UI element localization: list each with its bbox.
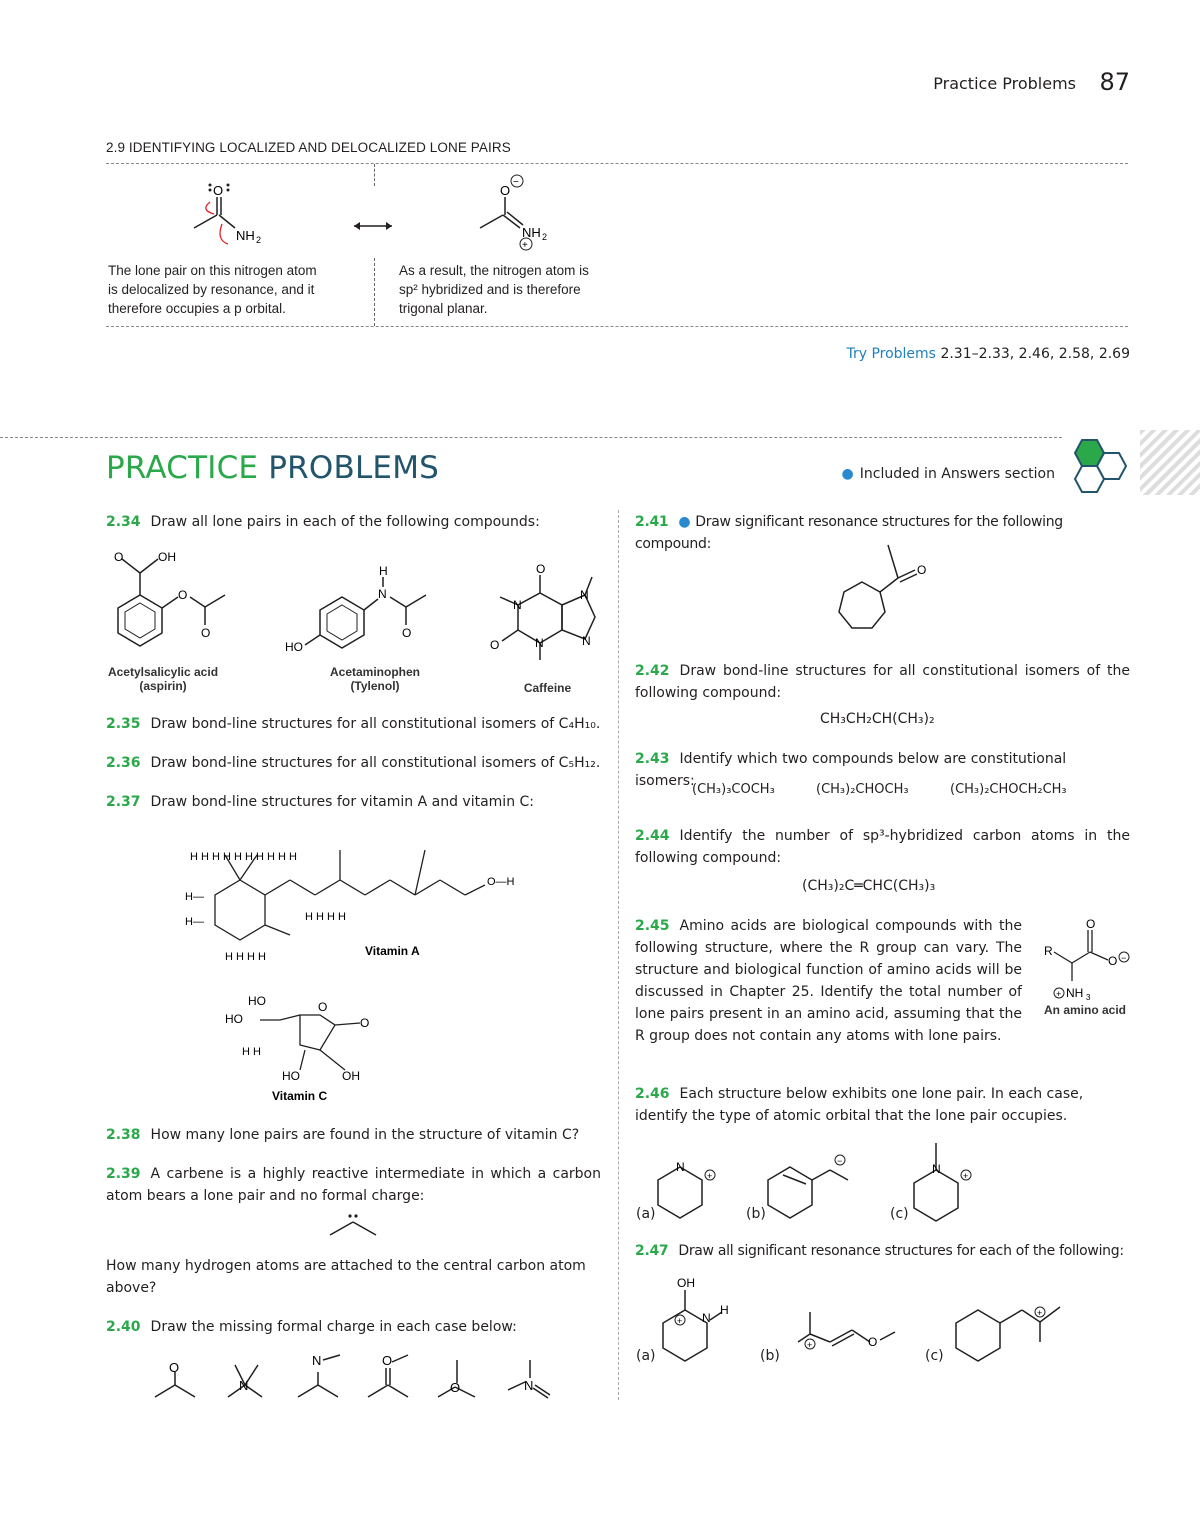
svg-text:H H: H H: [242, 1046, 261, 1058]
part-label: (b): [746, 1206, 766, 1222]
included-text: Included in Answers section: [859, 466, 1055, 482]
svg-text:O: O: [500, 183, 511, 198]
problem-2-40: [106, 1316, 601, 1338]
section-title: 2.9 IDENTIFYING LOCALIZED AND DELOCALIZED LONE PAIRS: [106, 140, 511, 155]
compound-label: Acetaminophen: [329, 665, 420, 679]
svg-text:+: +: [677, 1316, 683, 1326]
problem-text: Draw bond-line structures for all constitutional isomers of C₅H₁₂.: [150, 755, 601, 771]
svg-text:O: O: [917, 563, 927, 577]
problem-number: 2.47: [635, 1243, 669, 1259]
amino-acid-label: An amino acid: [1043, 1003, 1126, 1017]
svg-text:N: N: [702, 1311, 711, 1325]
running-header: Practice Problems: [933, 74, 1076, 93]
bullet-icon: ●: [841, 466, 854, 482]
caption-line: trigonal planar.: [399, 301, 488, 316]
svg-text:N: N: [239, 1378, 249, 1393]
caption-line: The lone pair on this nitrogen atom: [108, 263, 317, 278]
problem-2-47: [635, 1240, 1130, 1262]
svg-text:O—H: O—H: [487, 876, 515, 888]
svg-text:O: O: [114, 550, 124, 564]
try-numbers: 2.31–2.33, 2.46, 2.58, 2.69: [940, 346, 1130, 362]
page-number: 87: [1099, 68, 1130, 96]
problem-text: Draw all lone pairs in each of the following compounds:: [150, 514, 540, 530]
problem-number: 2.36: [106, 755, 141, 771]
svg-text:+: +: [707, 1171, 713, 1181]
svg-text:2: 2: [256, 235, 262, 245]
svg-text:O: O: [1086, 917, 1096, 931]
svg-text:OH: OH: [342, 1069, 360, 1083]
svg-text:H H H H: H H H H: [225, 951, 266, 963]
formal-charge-structures: [140, 1350, 570, 1410]
svg-text:NH: NH: [1066, 986, 1084, 1000]
svg-text:O: O: [402, 626, 412, 640]
problem-number: 2.46: [635, 1086, 670, 1102]
part-label: (c): [890, 1206, 909, 1222]
svg-text:O: O: [213, 183, 224, 198]
try-problems: [846, 346, 1130, 362]
problem-2-37: [106, 791, 601, 813]
svg-text:HO: HO: [248, 994, 266, 1008]
divider: [374, 258, 375, 326]
problem-number: 2.34: [106, 514, 141, 530]
svg-text:R: R: [1044, 944, 1053, 958]
svg-text:O: O: [382, 1353, 393, 1368]
divider: [106, 326, 1128, 327]
vitamin-a-label: Vitamin A: [365, 944, 420, 958]
problem-2-35: [106, 713, 601, 735]
caption-line: therefore occupies a p orbital.: [108, 301, 286, 316]
problem-text: Identify which two compounds below are constitutional isomers:: [635, 751, 1067, 789]
hexagon-logo-icon: [1064, 437, 1134, 502]
structures-2-46: [630, 1135, 990, 1225]
svg-text:H H H H: H H H H: [305, 911, 346, 923]
svg-text:H—: H—: [185, 891, 204, 903]
svg-text:+: +: [963, 1171, 969, 1181]
svg-text:O: O: [868, 1335, 878, 1349]
problem-2-45: [635, 915, 1022, 1047]
compound-label: Caffeine: [523, 681, 572, 695]
divider: [106, 163, 1128, 164]
problem-number: 2.39: [106, 1166, 141, 1182]
bullet-icon: ●: [678, 514, 691, 530]
svg-text:H H H H H H H H H: H H H H H H H H H H: [190, 851, 297, 863]
problem-2-39: [106, 1163, 601, 1207]
vitamin-c-structure: [220, 985, 400, 1105]
problem-2-36: [106, 752, 601, 774]
vitamin-a-structure: [185, 820, 525, 965]
caption-line: sp² hybridized and is therefore: [399, 282, 581, 297]
structures-2-47: [630, 1272, 1070, 1367]
practice-title-part2: PROBLEMS: [268, 450, 440, 486]
svg-text:OH: OH: [158, 550, 176, 564]
problem-2-34: [106, 511, 601, 533]
problem-number: 2.42: [635, 663, 670, 679]
svg-text:OH: OH: [677, 1276, 695, 1290]
part-label: (b): [760, 1348, 780, 1364]
problem-text: Amino acids are biological compounds with the following structure, where the R group can vary. The structure and biological function of amino acids will be discussed in Chapter 25. Identify the total number of lone pairs present in an amino acid, assuming that the R group does not contain any atoms with lone pairs.: [635, 918, 1022, 1044]
structure-2-41: [830, 540, 940, 640]
column-divider: [618, 510, 619, 1400]
problem-text: Draw bond-line structures for vitamin A and vitamin C:: [150, 794, 535, 810]
svg-text:O: O: [536, 562, 546, 576]
try-label: Try Problems: [846, 346, 936, 362]
problem-number: 2.38: [106, 1127, 141, 1143]
formula-2-44: (CH₃)₂C═CHC(CH₃)₃: [802, 878, 936, 894]
svg-text:N: N: [535, 636, 544, 650]
problem-number: 2.43: [635, 751, 670, 767]
svg-text:N: N: [932, 1162, 941, 1176]
problem-text: How many lone pairs are found in the structure of vitamin C?: [150, 1127, 580, 1143]
svg-text:N: N: [580, 588, 589, 602]
formula-2-43-c: (CH₃)₂CHOCH₂CH₃: [950, 782, 1067, 797]
compound-label: Acetylsalicylic acid: [107, 665, 219, 679]
problem-number: 2.37: [106, 794, 141, 810]
svg-text:N: N: [513, 598, 522, 612]
problem-text: Each structure below exhibits one lone pair. In each case, identify the type of atomic orbital that the lone pair occupies.: [635, 1086, 1084, 1124]
svg-text:O: O: [490, 638, 500, 652]
svg-text:O: O: [169, 1360, 180, 1375]
problem-number: 2.44: [635, 828, 670, 844]
problem-text: Draw bond-line structures for all constitutional isomers of the following compound:: [635, 663, 1130, 701]
vitamin-c-label: Vitamin C: [272, 1089, 328, 1103]
svg-text:+: +: [807, 1340, 813, 1350]
svg-text:N: N: [524, 1378, 534, 1393]
carbene-structure: [325, 1210, 385, 1240]
svg-text:HO: HO: [225, 1012, 243, 1026]
svg-text:3: 3: [1086, 993, 1091, 1000]
practice-title-part1: PRACTICE: [106, 450, 259, 486]
problem-text: A carbene is a highly reactive intermediate in which a carbon atom bears a lone pair and no formal charge:: [106, 1166, 601, 1204]
problem-2-38: [106, 1124, 601, 1146]
divider: [0, 437, 1062, 438]
svg-text:N: N: [312, 1353, 322, 1368]
caption-line: is delocalized by resonance, and it: [108, 282, 315, 297]
practice-title: [106, 450, 439, 486]
problem-text: Draw significant resonance structures for the following compound:: [635, 514, 1063, 552]
svg-text:N: N: [378, 587, 387, 601]
svg-text:O: O: [450, 1380, 461, 1395]
svg-text:O: O: [318, 1000, 328, 1014]
caption-line: As a result, the nitrogen atom is: [399, 263, 589, 278]
svg-text:O: O: [360, 1016, 370, 1030]
resonance-diagram: [180, 170, 580, 255]
svg-text:O: O: [1108, 954, 1118, 968]
problem-2-39-question: How many hydrogen atoms are attached to the central carbon atom above?: [106, 1258, 586, 1296]
svg-text:H: H: [720, 1303, 729, 1317]
problem-text: Draw bond-line structures for all constitutional isomers of C₄H₁₀.: [150, 716, 601, 732]
svg-text:H—: H—: [185, 916, 204, 928]
svg-text:+: +: [1056, 989, 1062, 999]
problem-number: 2.41: [635, 514, 669, 530]
svg-text:−: −: [1121, 953, 1127, 963]
part-label: (c): [925, 1348, 944, 1364]
svg-text:+: +: [522, 240, 528, 251]
svg-text:−: −: [513, 177, 519, 188]
problem-2-42: [635, 660, 1130, 704]
svg-text:NH: NH: [236, 228, 255, 243]
problem-2-44: [635, 825, 1130, 869]
svg-text:NH: NH: [522, 225, 541, 240]
problem-number: 2.45: [635, 918, 670, 934]
part-label: (a): [636, 1206, 656, 1222]
formula-2-42: CH₃CH₂CH(CH₃)₂: [820, 711, 935, 727]
svg-text:+: +: [1037, 1308, 1043, 1318]
svg-text:HO: HO: [282, 1069, 300, 1083]
decorative-stripes: [1140, 430, 1200, 495]
problem-text: Identify the number of sp³-hybridized carbon atoms in the following compound:: [635, 828, 1130, 866]
problem-number: 2.35: [106, 716, 141, 732]
svg-text:N: N: [676, 1160, 685, 1174]
structures-2-34: [100, 545, 610, 665]
svg-text:HO: HO: [285, 640, 303, 654]
formula-2-43-b: (CH₃)₂CHOCH₃: [816, 782, 909, 797]
formula-2-43-a: (CH₃)₃COCH₃: [692, 782, 775, 797]
part-label: (a): [636, 1348, 656, 1364]
svg-text:−: −: [837, 1156, 843, 1166]
compound-label: (Tylenol): [350, 679, 400, 693]
svg-text:2: 2: [542, 232, 548, 242]
svg-text:O: O: [178, 588, 188, 602]
problem-number: 2.40: [106, 1319, 141, 1335]
problem-text: Draw the missing formal charge in each case below:: [150, 1319, 517, 1335]
problem-text: Draw all significant resonance structures for each of the following:: [678, 1243, 1124, 1259]
svg-text:O: O: [201, 626, 211, 640]
svg-text:N: N: [582, 634, 591, 648]
amino-acid-structure: [1040, 915, 1135, 1000]
svg-text:H: H: [379, 564, 388, 578]
problem-2-46: [635, 1083, 1130, 1127]
compound-label: (aspirin): [139, 679, 187, 693]
included-note: [842, 466, 1055, 482]
